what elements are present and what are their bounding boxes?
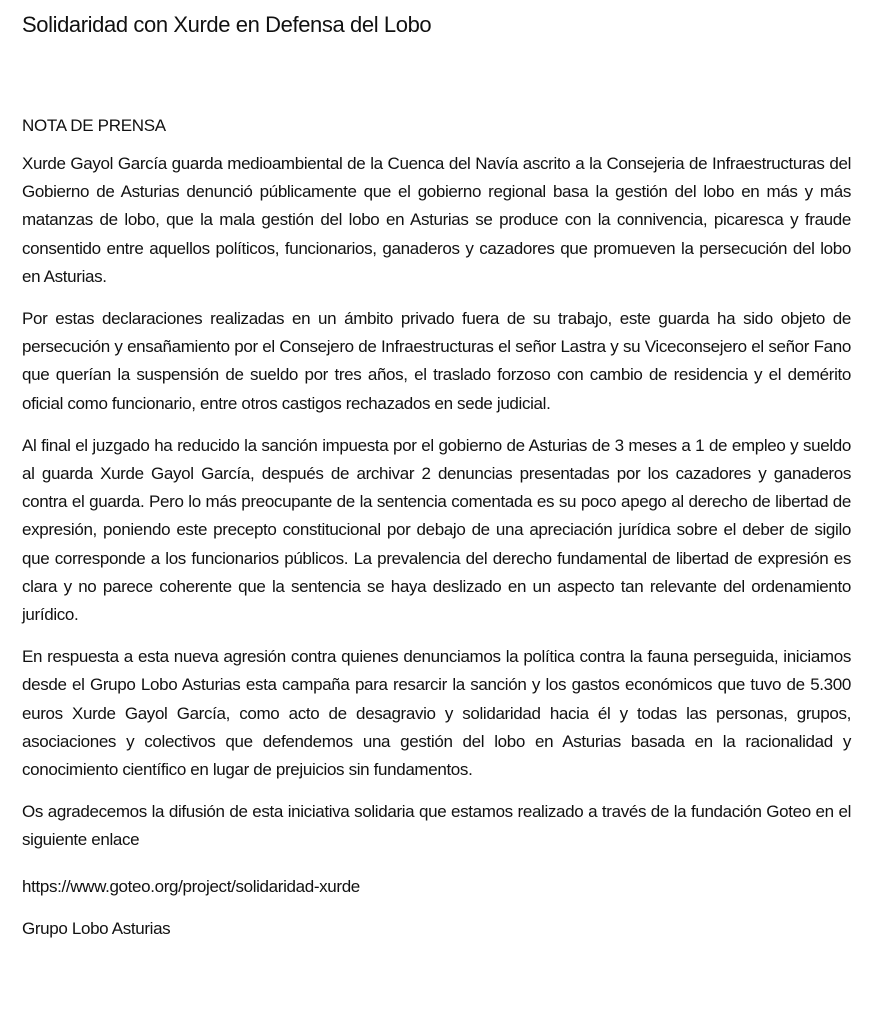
project-link[interactable]: https://www.goteo.org/project/solidaridad-xurde bbox=[22, 876, 360, 896]
press-release-label: NOTA DE PRENSA bbox=[22, 116, 166, 135]
paragraph-2: Por estas declaraciones realizadas en un ámbito privado fuera de su trabajo, este guarda ha sido objeto de persecución y ensañamiento por el Consejero de Infraestructuras el señor Lastra y su Viceconsejero el señor Fano que querían la suspensión de sueldo por tres años, el traslado forzoso con cambio de residencia y el demérito oficial como funcionario, entre otros castigos rechazados en sede judicial. bbox=[22, 309, 851, 413]
paragraph-5: Os agradecemos la difusión de esta iniciativa solidaria que estamos realizado a través de la fundación Goteo en el siguiente enlace bbox=[22, 802, 851, 850]
document-title: Solidaridad con Xurde en Defensa del Lobo bbox=[22, 12, 432, 37]
paragraph-3: Al final el juzgado ha reducido la sanción impuesta por el gobierno de Asturias de 3 meses a 1 de empleo y sueldo al guarda Xurde Gayol García, después de archivar 2 denuncias presentadas por los cazadores y ganaderos contra el guarda. Pero lo más preocupante de la sentencia comentada es su poco apego al derecho de libertad de expresión, poniendo este precepto constitucional por debajo de una apreciación jurídica sobre el deber de sigilo que corresponde a los funcionarios públicos. La prevalencia del derecho fundamental de libertad de expresión es clara y no parece coherente que la sentencia se haya deslizado en un aspecto tan relevante del ordenamiento jurídico. bbox=[22, 435, 851, 625]
paragraph-4: En respuesta a esta nueva agresión contra quienes denunciamos la política contra la fauna perseguida, iniciamos desde el Grupo Lobo Asturias esta campaña para resarcir la sanción y los gastos económicos que tuvo de 5.300 euros Xurde Gayol García, como acto de desagravio y solidaridad hacia él y todas las personas, grupos, asociaciones y colectivos que defendemos una gestión del lobo en Asturias basada en la racionalidad y conocimiento científico en lugar de prejuicios sin fundamentos. bbox=[22, 647, 851, 780]
signature: Grupo Lobo Asturias bbox=[22, 918, 171, 938]
paragraph-1: Xurde Gayol García guarda medioambiental de la Cuenca del Navía ascrito a la Consejeria de Infraestructuras del Gobierno de Asturias denunció públicamente que el gobierno regional basa la gestión del lobo en más y más matanzas de lobo, que la mala gestión del lobo en Asturias se produce con la connivencia, picaresca y fraude consentido entre aquellos políticos, funcionarios, ganaderos y cazadores que promueven la persecución del lobo en Asturias. bbox=[22, 154, 851, 286]
